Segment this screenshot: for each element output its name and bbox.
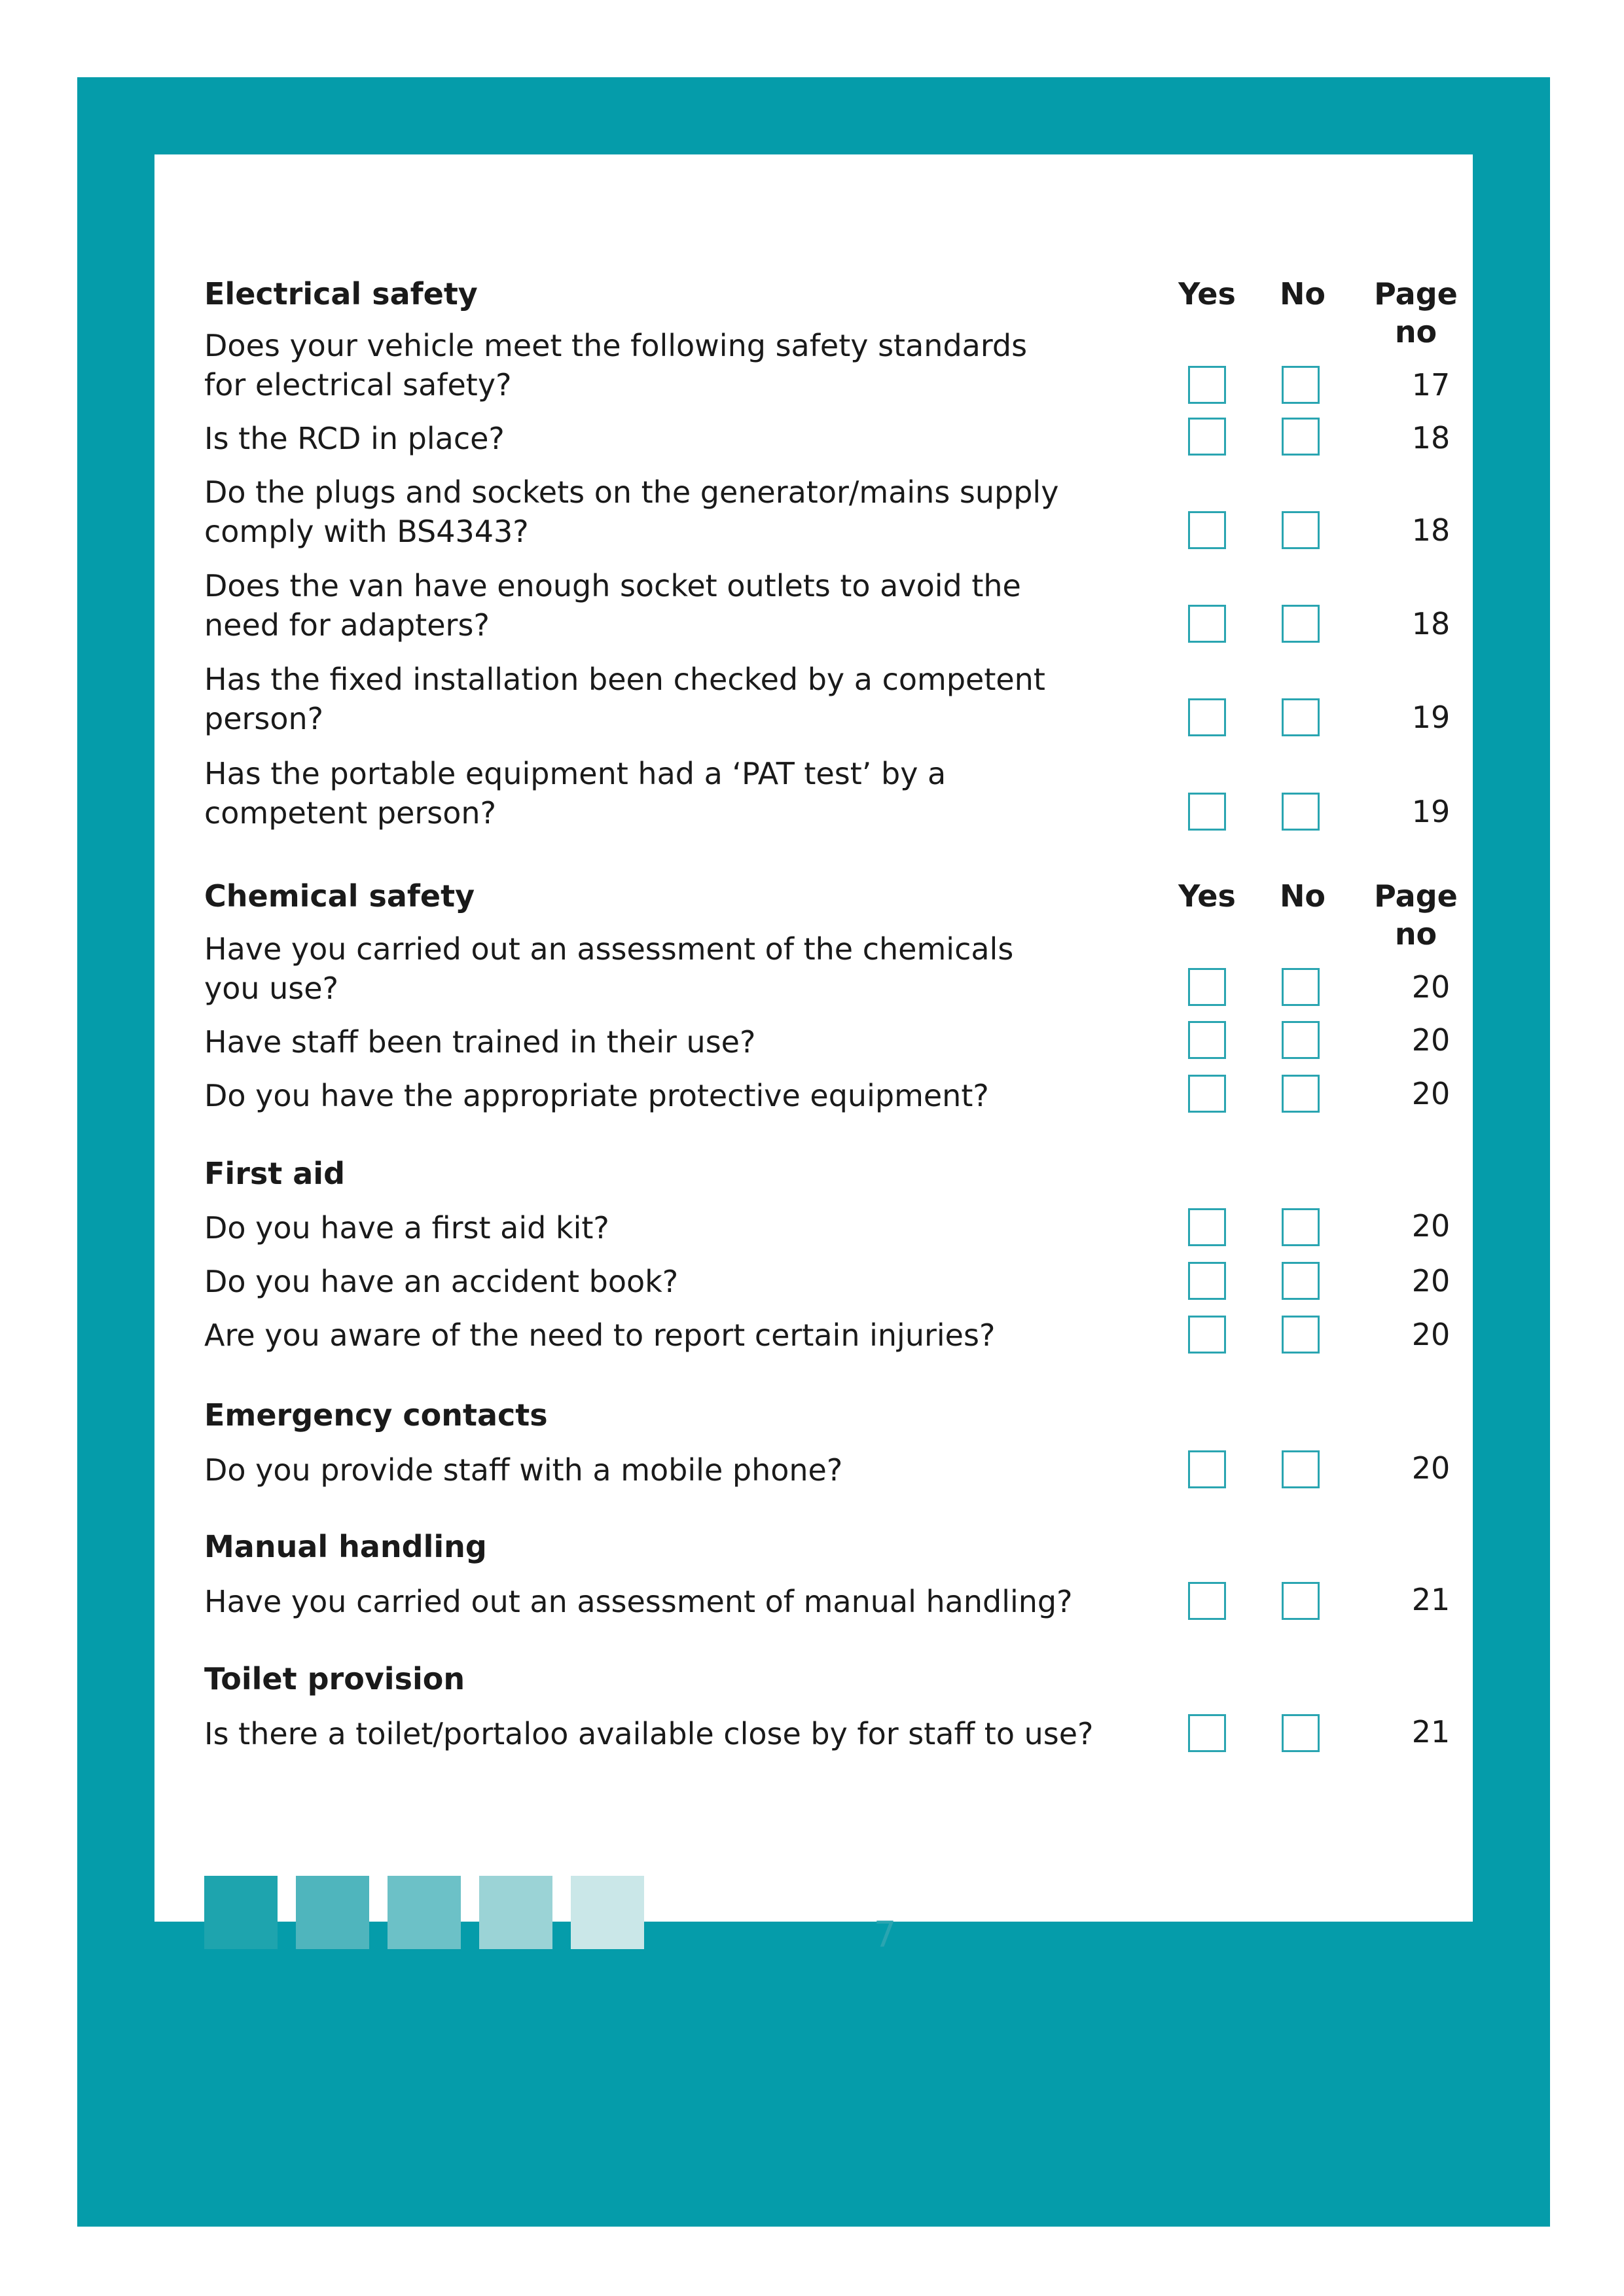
color-swatch xyxy=(204,1876,278,1949)
question-text: Does your vehicle meet the following safety standards for electrical safety? xyxy=(204,328,1028,403)
question-text: Have staff been trained in their use? xyxy=(204,1024,756,1060)
yes-column-header: Yes xyxy=(1178,276,1236,312)
yes-checkbox[interactable] xyxy=(1188,1075,1226,1113)
no-checkbox[interactable] xyxy=(1282,1208,1320,1246)
section-title: Toilet provision xyxy=(204,1661,465,1696)
no-checkbox[interactable] xyxy=(1282,1021,1320,1059)
no-checkbox[interactable] xyxy=(1282,605,1320,643)
no-checkbox[interactable] xyxy=(1282,968,1320,1006)
page-no-column-header: Page no xyxy=(1374,878,1458,952)
page-reference: 20 xyxy=(1411,969,1451,1005)
question-text: Do you have the appropriate protective equipment? xyxy=(204,1078,989,1113)
page-reference: 21 xyxy=(1411,1582,1451,1617)
no-column-header: No xyxy=(1279,878,1326,914)
no-column-header: No xyxy=(1279,276,1326,312)
color-swatch xyxy=(479,1876,552,1949)
section-title: Electrical safety xyxy=(204,276,478,312)
yes-checkbox[interactable] xyxy=(1188,793,1226,831)
page-reference: 20 xyxy=(1411,1208,1451,1244)
color-swatch xyxy=(296,1876,369,1949)
yes-checkbox[interactable] xyxy=(1188,418,1226,456)
yes-column-header: Yes xyxy=(1178,878,1236,914)
question-text: Is there a toilet/portaloo available close by for staff to use? xyxy=(204,1716,1094,1751)
question-text: Have you carried out an assessment of the chemicals you use? xyxy=(204,931,1014,1006)
question-text: Has the portable equipment had a ‘PAT test’ by a competent person? xyxy=(204,756,947,831)
no-checkbox[interactable] xyxy=(1282,1316,1320,1354)
yes-checkbox[interactable] xyxy=(1188,1450,1226,1488)
color-swatch xyxy=(571,1876,644,1949)
no-checkbox[interactable] xyxy=(1282,418,1320,456)
yes-checkbox[interactable] xyxy=(1188,366,1226,404)
page-reference: 19 xyxy=(1411,794,1451,829)
yes-checkbox[interactable] xyxy=(1188,511,1226,549)
question-text: Are you aware of the need to report certain injuries? xyxy=(204,1318,996,1353)
no-checkbox[interactable] xyxy=(1282,1714,1320,1752)
page-reference: 18 xyxy=(1411,420,1451,456)
no-checkbox[interactable] xyxy=(1282,698,1320,736)
page-reference: 20 xyxy=(1411,1022,1451,1058)
yes-checkbox[interactable] xyxy=(1188,968,1226,1006)
yes-checkbox[interactable] xyxy=(1188,1582,1226,1620)
question-text: Do the plugs and sockets on the generator/mains supply comply with BS4343? xyxy=(204,475,1059,549)
section-title: Chemical safety xyxy=(204,878,475,914)
yes-checkbox[interactable] xyxy=(1188,1262,1226,1300)
no-checkbox[interactable] xyxy=(1282,1262,1320,1300)
yes-checkbox[interactable] xyxy=(1188,1714,1226,1752)
section-title: Emergency contacts xyxy=(204,1397,548,1433)
question-text: Has the fixed installation been checked by a competent person? xyxy=(204,662,1045,736)
page-number: 7 xyxy=(873,1914,897,1955)
yes-checkbox[interactable] xyxy=(1188,1021,1226,1059)
no-checkbox[interactable] xyxy=(1282,1582,1320,1620)
question-text: Do you have a first aid kit? xyxy=(204,1210,609,1246)
no-checkbox[interactable] xyxy=(1282,793,1320,831)
page-reference: 17 xyxy=(1411,367,1451,403)
page-reference: 20 xyxy=(1411,1450,1451,1486)
page-frame xyxy=(77,77,1550,2227)
yes-checkbox[interactable] xyxy=(1188,698,1226,736)
no-checkbox[interactable] xyxy=(1282,1450,1320,1488)
page-reference: 20 xyxy=(1411,1317,1451,1352)
question-text: Have you carried out an assessment of manual handling? xyxy=(204,1584,1073,1619)
checklist-card xyxy=(154,154,1473,1955)
color-swatch xyxy=(388,1876,461,1949)
no-checkbox[interactable] xyxy=(1282,511,1320,549)
question-text: Do you provide staff with a mobile phone? xyxy=(204,1452,843,1488)
no-checkbox[interactable] xyxy=(1282,366,1320,404)
page-reference: 18 xyxy=(1411,606,1451,641)
yes-checkbox[interactable] xyxy=(1188,1316,1226,1354)
page-reference: 20 xyxy=(1411,1076,1451,1111)
page-reference: 21 xyxy=(1411,1714,1451,1749)
yes-checkbox[interactable] xyxy=(1188,605,1226,643)
question-text: Is the RCD in place? xyxy=(204,421,505,456)
question-text: Does the van have enough socket outlets to avoid the need for adapters? xyxy=(204,568,1021,643)
page-reference: 20 xyxy=(1411,1263,1451,1299)
page-reference: 19 xyxy=(1411,700,1451,735)
section-title: Manual handling xyxy=(204,1529,487,1564)
question-text: Do you have an accident book? xyxy=(204,1264,679,1299)
page-reference: 18 xyxy=(1411,512,1451,548)
no-checkbox[interactable] xyxy=(1282,1075,1320,1113)
page-no-column-header: Page no xyxy=(1374,276,1458,350)
section-title: First aid xyxy=(204,1156,345,1191)
yes-checkbox[interactable] xyxy=(1188,1208,1226,1246)
